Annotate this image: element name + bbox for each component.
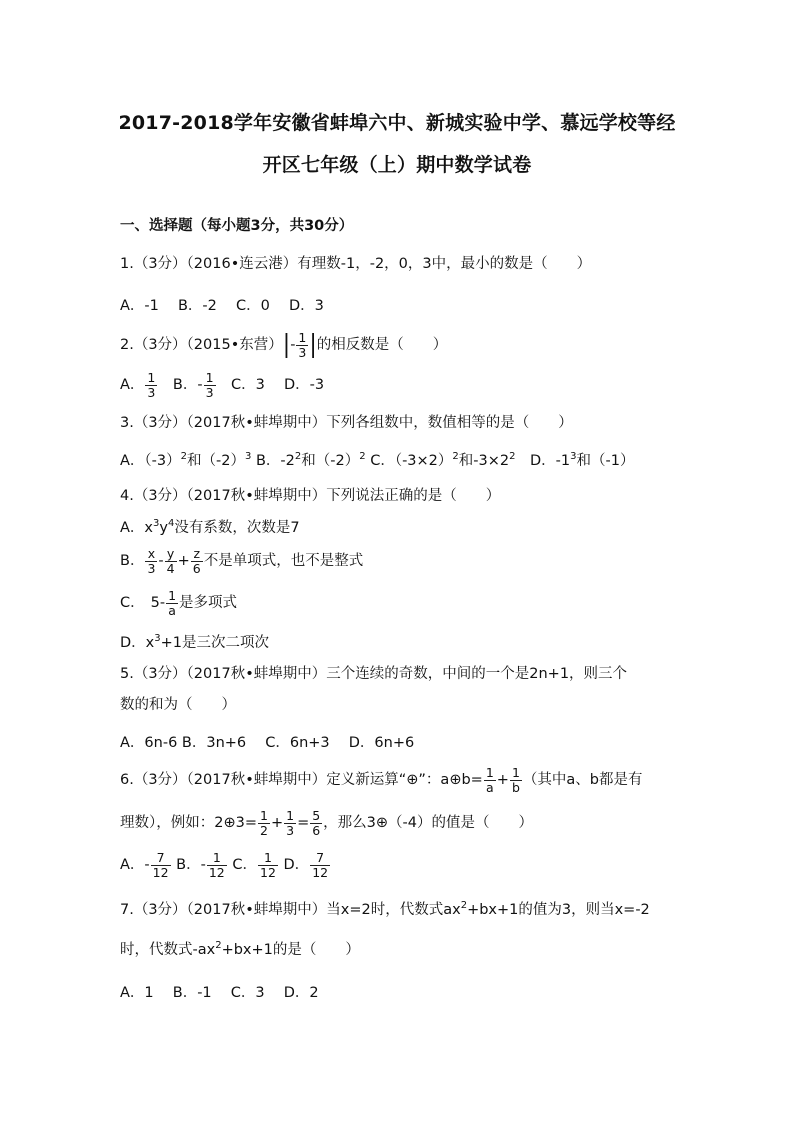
question-4-option-a: A．$x^3y^4$没有系数，次数是7 [120, 518, 300, 536]
question-4-option-c: C． 5- $\frac{1}{a}$ 是多项式 [120, 587, 238, 618]
question-7-stem-line2: 时，代数式$-ax^2+bx+1$的是（ ） [120, 940, 360, 958]
question-2-stem: 2.（3分）（2015•东营）|- $\frac{1}{3}$ |的相反数是（ ） [120, 329, 448, 360]
question-3-stem: 3.（3分）（2017秋•蚌埠期中）下列各组数中，数值相等的是（ ） [120, 415, 573, 431]
question-4-option-b: B． $\frac{x}{3}$ - $\frac{y}{4}$ + $\frac{z}{6}$ 不是单项式，也不是整式 [120, 545, 364, 576]
question-7-options: A．1 B．-1 C．3 D．2 [120, 985, 319, 1001]
question-6-stem-line1: 6.（3分）（2017秋•蚌埠期中）定义新运算“⊕”：a⊕b= $\frac{1}{a}$ + $\frac{1}{b}$ （其中a、b都是有 [120, 764, 643, 795]
section-heading: 一、选择题（每小题3分，共30分） [120, 218, 354, 234]
question-5-stem-line2: 数的和为（ ） [120, 697, 236, 713]
question-6-options: A．- $\frac{7}{12}$ B．- $\frac{1}{12}$ C． $\frac{1}{12}$ D． $\frac{7}{12}$ [120, 849, 329, 880]
question-1-options: A．-1 B．-2 C．0 D．3 [120, 298, 324, 314]
fraction: $\frac{1}{3}$ [298, 329, 307, 360]
question-2-options: A． $\frac{1}{3}$ B．- $\frac{1}{3}$ C．3 D．-3 [120, 369, 325, 400]
exam-title-line1: 2017-2018学年安徽省蚌埠六中、新城实验中学、慕远学校等经 [118, 112, 676, 134]
question-6-stem-line2: 理数），例如：2⊕3= $\frac{1}{2}$ + $\frac{1}{3}$ = $\frac{5}{6}$ ，那么3⊕（-4）的值是（ ） [120, 807, 534, 838]
question-5-options: A．6n-6 B．3n+6 C．6n+3 D．6n+6 [120, 735, 415, 751]
exam-title-line2: 开区七年级（上）期中数学试卷 [262, 154, 532, 176]
question-4-stem: 4.（3分）（2017秋•蚌埠期中）下列说法正确的是（ ） [120, 488, 501, 504]
question-4-option-d: D．$x^3+1$是三次二项次 [120, 633, 269, 651]
question-5-stem-line1: 5.（3分）（2017秋•蚌埠期中）三个连续的奇数，中间的一个是2n+1，则三个 [120, 666, 628, 682]
question-3-options: A．$(-3)^2$和$(-2)^3$ B．$-2^2$和$(-2)^2$ C．$(-3\times 2)^2$和$-3\times 2^2$ D．$-1^3$和（-1） [120, 451, 635, 469]
question-7-stem-line1: 7.（3分）（2017秋•蚌埠期中）当x=2时，代数式$ax^2+bx+1$的值为3，则当x=-2 [120, 900, 650, 918]
question-1-stem: 1.（3分）（2016•连云港）有理数-1，-2，0，3中，最小的数是（ ） [120, 256, 592, 272]
